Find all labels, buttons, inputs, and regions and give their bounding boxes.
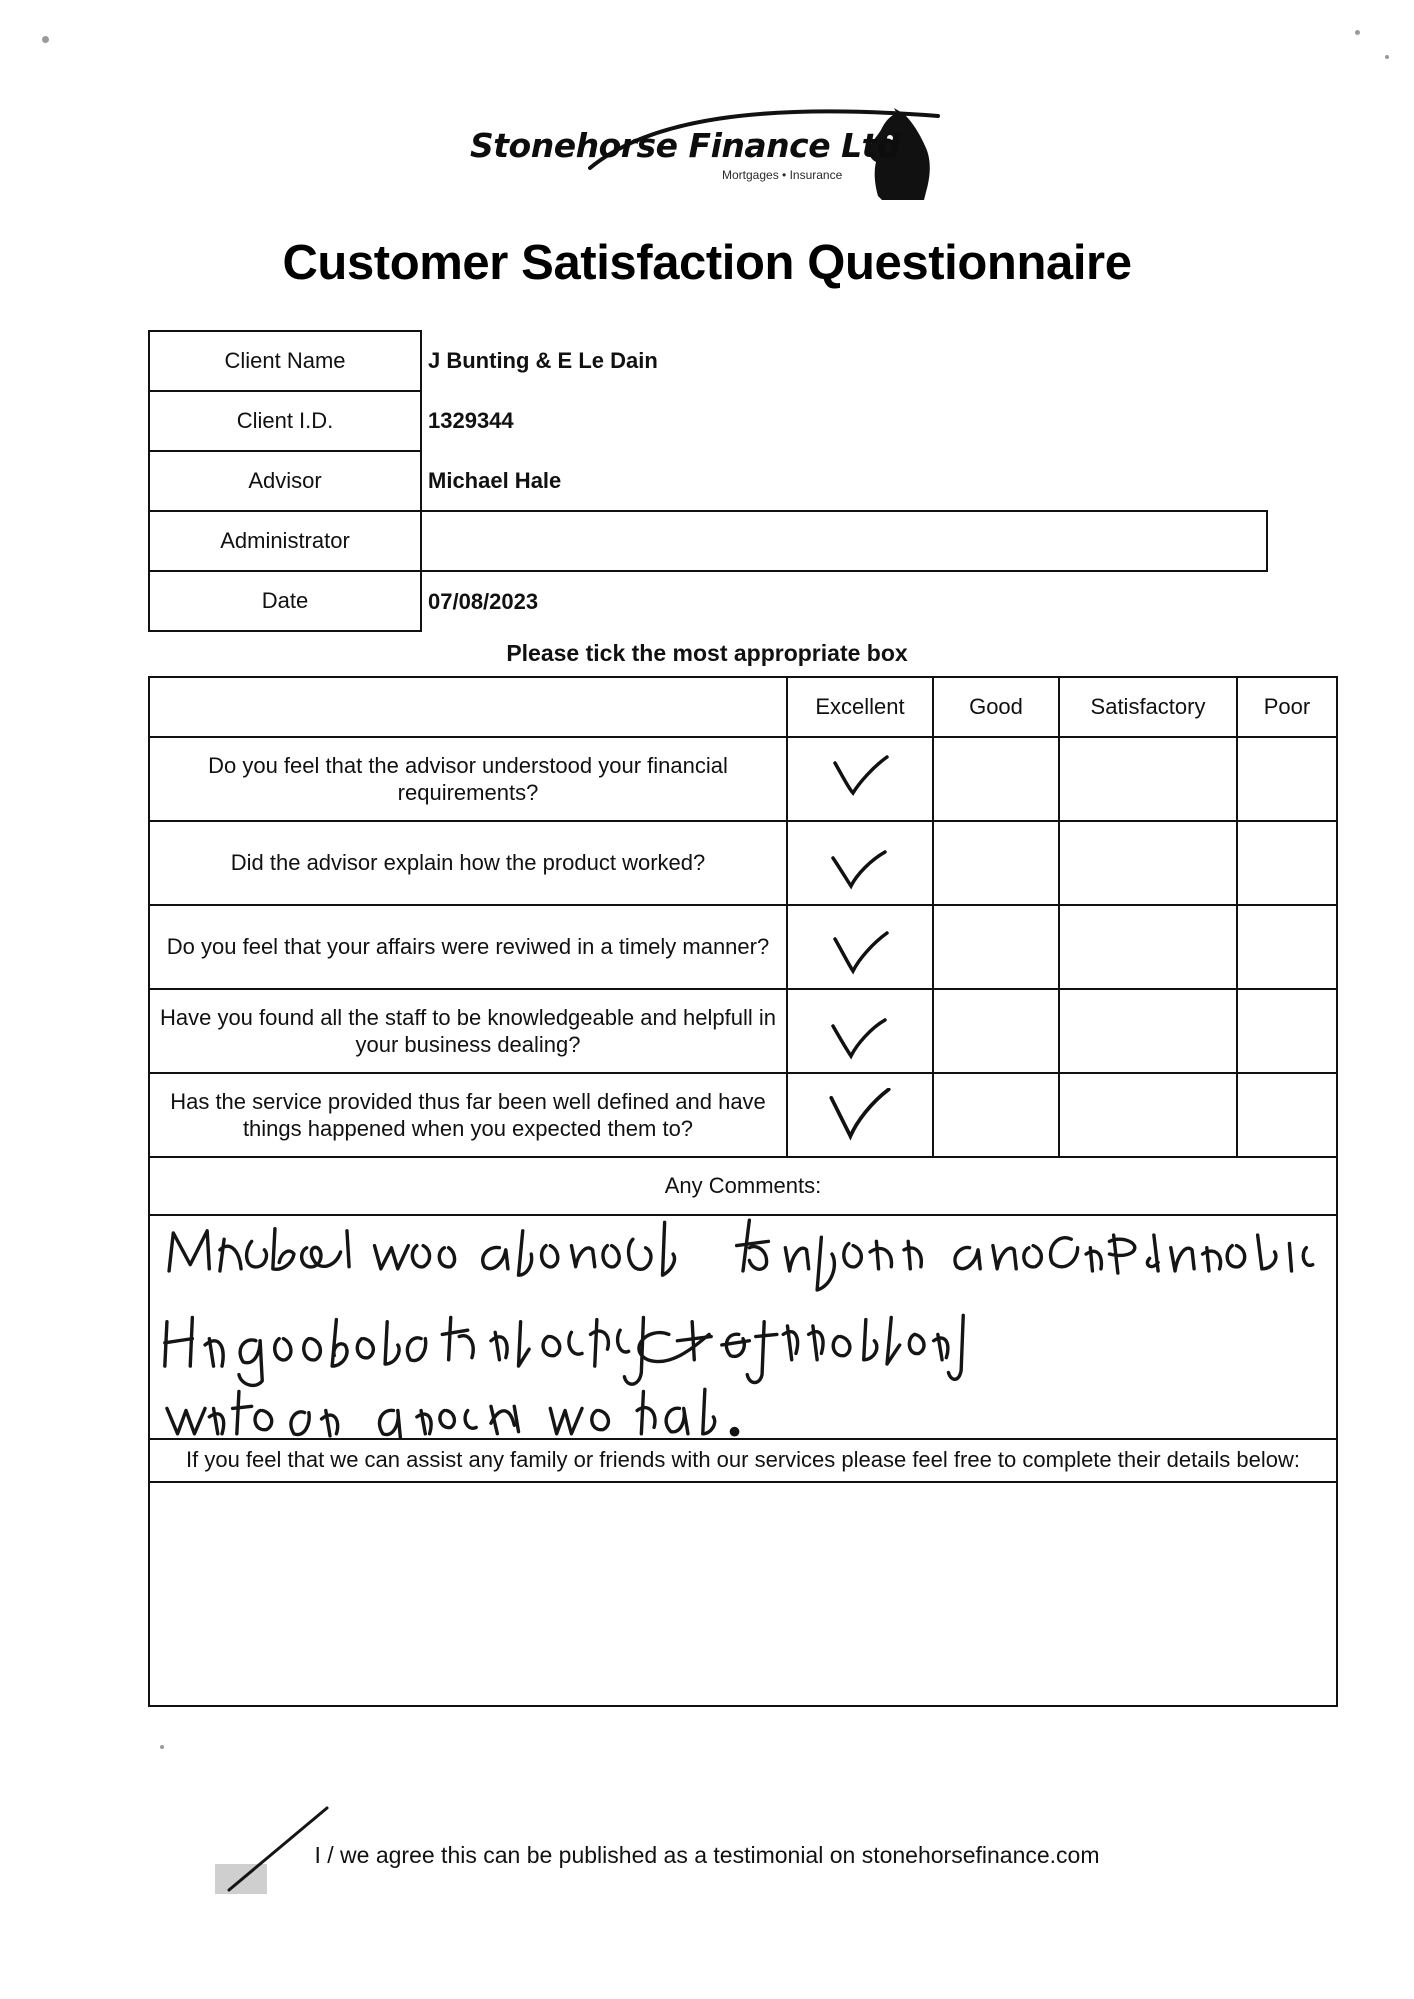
table-row [149, 511, 1267, 571]
scan-speck [1355, 30, 1360, 35]
rating-cell-poor[interactable] [1237, 821, 1337, 905]
column-header-satisfactory: Satisfactory [1059, 677, 1237, 737]
company-tagline: Mortgages • Insurance [722, 168, 843, 182]
rating-cell-excellent[interactable] [787, 1073, 933, 1157]
rating-cell-satisfactory[interactable] [1059, 737, 1237, 821]
handwritten-comment-icon [150, 1216, 1336, 1438]
advisor-value: Michael Hale [428, 467, 562, 493]
rating-cell-satisfactory[interactable] [1059, 905, 1237, 989]
administrator-value [421, 511, 1267, 571]
table-row [149, 571, 1267, 631]
tick-mark-icon [829, 753, 891, 805]
question-text: Do you feel that your affairs were reviwed in a timely manner? [149, 905, 787, 989]
comments-label: Any Comments: [149, 1157, 1337, 1215]
rating-cell-excellent[interactable] [787, 989, 933, 1073]
rating-cell-satisfactory[interactable] [1059, 1073, 1237, 1157]
scan-speck [1385, 55, 1389, 59]
column-header-poor: Poor [1237, 677, 1337, 737]
company-logo [470, 100, 950, 195]
table-row [149, 821, 1337, 905]
rating-cell-excellent[interactable] [787, 737, 933, 821]
rating-cell-excellent[interactable] [787, 821, 933, 905]
comments-field[interactable] [149, 1215, 1337, 1439]
question-text: Have you found all the staff to be knowledgeable and helpfull in your business dealing? [149, 989, 787, 1073]
tick-mark-icon [829, 931, 891, 983]
questionnaire-table [148, 676, 1338, 1707]
client-name-value: J Bunting & E Le Dain [428, 348, 658, 373]
date-label: Date [149, 571, 421, 631]
rating-cell-poor[interactable] [1237, 905, 1337, 989]
rating-cell-good[interactable] [933, 989, 1059, 1073]
question-text: Do you feel that the advisor understood your financial requirements? [149, 737, 787, 821]
client-id-value: 1329344 [428, 408, 514, 433]
page-title: Customer Satisfaction Questionnaire [282, 236, 1132, 290]
client-info-table [148, 330, 1268, 632]
tick-mark-icon [827, 1088, 893, 1146]
tick-mark-icon [829, 1016, 891, 1068]
header-blank-cell [149, 677, 787, 737]
rating-cell-good[interactable] [933, 1073, 1059, 1157]
table-header-row [149, 677, 1337, 737]
column-header-good: Good [933, 677, 1059, 737]
table-row [149, 905, 1337, 989]
advisor-label: Advisor [149, 451, 421, 511]
question-text: Did the advisor explain how the product worked? [149, 821, 787, 905]
table-row [149, 451, 1267, 511]
rating-cell-excellent[interactable] [787, 905, 933, 989]
administrator-label: Administrator [149, 511, 421, 571]
table-row [149, 989, 1337, 1073]
consent-statement: I / we agree this can be published as a testimonial on stonehorsefinance.com [314, 1842, 1100, 1868]
referral-details-field[interactable] [149, 1482, 1337, 1706]
table-row [149, 391, 1267, 451]
column-header-excellent: Excellent [787, 677, 933, 737]
scan-speck [42, 36, 49, 43]
rating-cell-satisfactory[interactable] [1059, 821, 1237, 905]
table-row [149, 737, 1337, 821]
table-row [149, 1073, 1337, 1157]
rating-cell-poor[interactable] [1237, 989, 1337, 1073]
client-id-label: Client I.D. [149, 391, 421, 451]
table-row [149, 1439, 1337, 1482]
table-row [149, 1482, 1337, 1706]
tick-mark-icon [829, 844, 891, 896]
rating-cell-satisfactory[interactable] [1059, 989, 1237, 1073]
client-name-label: Client Name [149, 331, 421, 391]
rating-cell-poor[interactable] [1237, 1073, 1337, 1157]
rating-cell-good[interactable] [933, 737, 1059, 821]
rating-cell-poor[interactable] [1237, 737, 1337, 821]
tick-instruction: Please tick the most appropriate box [506, 640, 908, 666]
scan-speck [160, 1745, 164, 1749]
rating-cell-good[interactable] [933, 905, 1059, 989]
table-row [149, 1157, 1337, 1215]
question-text: Has the service provided thus far been well defined and have things happened when you expected them to? [149, 1073, 787, 1157]
table-row [149, 331, 1267, 391]
rating-cell-good[interactable] [933, 821, 1059, 905]
referral-instruction: If you feel that we can assist any family or friends with our services please feel free to complete their details below: [149, 1439, 1337, 1482]
date-value: 07/08/2023 [428, 588, 539, 614]
table-row [149, 1215, 1337, 1439]
company-name: Stonehorse Finance Ltd [470, 126, 901, 165]
